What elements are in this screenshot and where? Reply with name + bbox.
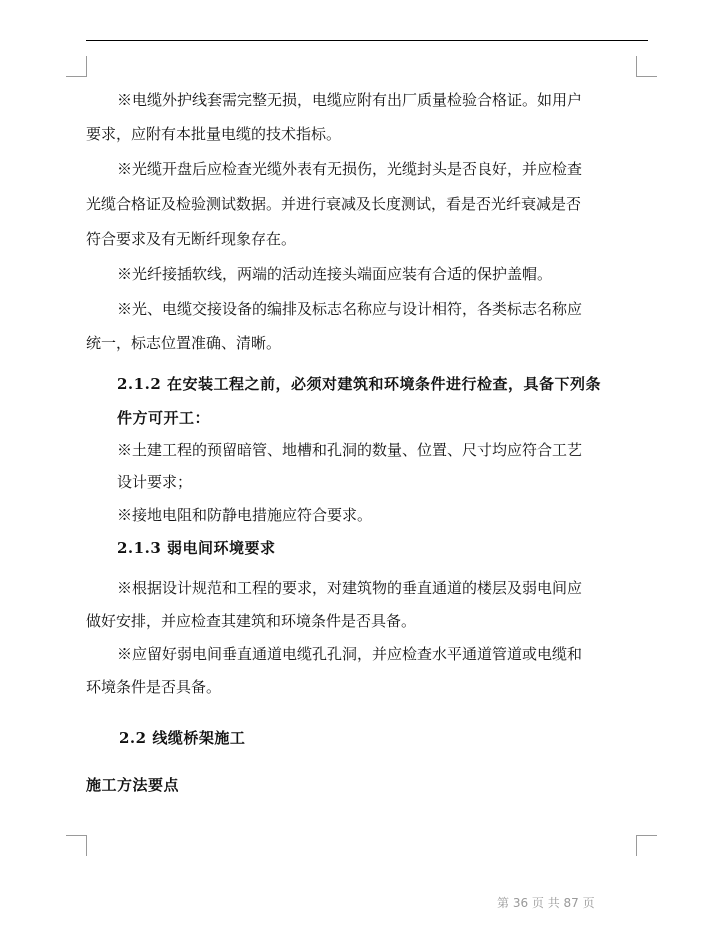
subheading-construction-points: 施工方法要点	[86, 776, 180, 794]
section-213-item-1-line-1: ※根据设计规范和工程的要求，对建筑物的垂直通道的楼层及弱电间应	[117, 579, 583, 597]
section-212-heading-line-1: 2.1.2 在安装工程之前，必须对建筑和环境条件进行检查，具备下列条	[117, 375, 601, 393]
paragraph-1-line-2: 要求，应附有本批量电缆的技术指标。	[86, 125, 342, 143]
section-212-heading-line-2: 件方可开工：	[117, 409, 211, 427]
paragraph-2-line-2: 光缆合格证及检验测试数据。并进行衰减及长度测试，看是否光纤衰减是否	[86, 195, 582, 213]
paragraph-4-line-1: ※光、电缆交接设备的编排及标志名称应与设计相符，各类标志名称应	[117, 300, 583, 318]
crop-mark-bottom-right	[636, 835, 657, 856]
header-rule	[86, 40, 648, 41]
crop-mark-top-right	[636, 56, 657, 77]
crop-mark-bottom-left	[66, 835, 87, 856]
page-number-footer: 第 36 页 共 87 页	[497, 896, 595, 910]
paragraph-2-line-3: 符合要求及有无断纤现象存在。	[86, 230, 297, 248]
section-213-heading: 2.1.3 弱电间环境要求	[117, 539, 276, 557]
section-212-item-2-line-1: ※接地电阻和防静电措施应符合要求。	[117, 506, 373, 524]
section-212-item-1-line-2: 设计要求；	[117, 473, 193, 491]
section-213-item-2-line-2: 环境条件是否具备。	[86, 678, 222, 696]
crop-mark-top-left	[66, 56, 87, 77]
paragraph-3-line-1: ※光纤接插软线，两端的活动连接头端面应装有合适的保护盖帽。	[117, 265, 553, 283]
paragraph-2-line-1: ※光缆开盘后应检查光缆外表有无损伤，光缆封头是否良好，并应检查	[117, 160, 583, 178]
section-212-item-1-line-1: ※土建工程的预留暗管、地槽和孔洞的数量、位置、尺寸均应符合工艺	[117, 441, 583, 459]
section-213-item-2-line-1: ※应留好弱电间垂直通道电缆孔孔洞，并应检查水平通道管道或电缆和	[117, 645, 583, 663]
section-22-heading: 2.2 线缆桥架施工	[119, 729, 246, 747]
section-213-item-1-line-2: 做好安排，并应检查其建筑和环境条件是否具备。	[86, 612, 417, 630]
paragraph-4-line-2: 统一，标志位置准确、清晰。	[86, 334, 282, 352]
paragraph-1-line-1: ※电缆外护线套需完整无损，电缆应附有出厂质量检验合格证。如用户	[117, 91, 583, 109]
